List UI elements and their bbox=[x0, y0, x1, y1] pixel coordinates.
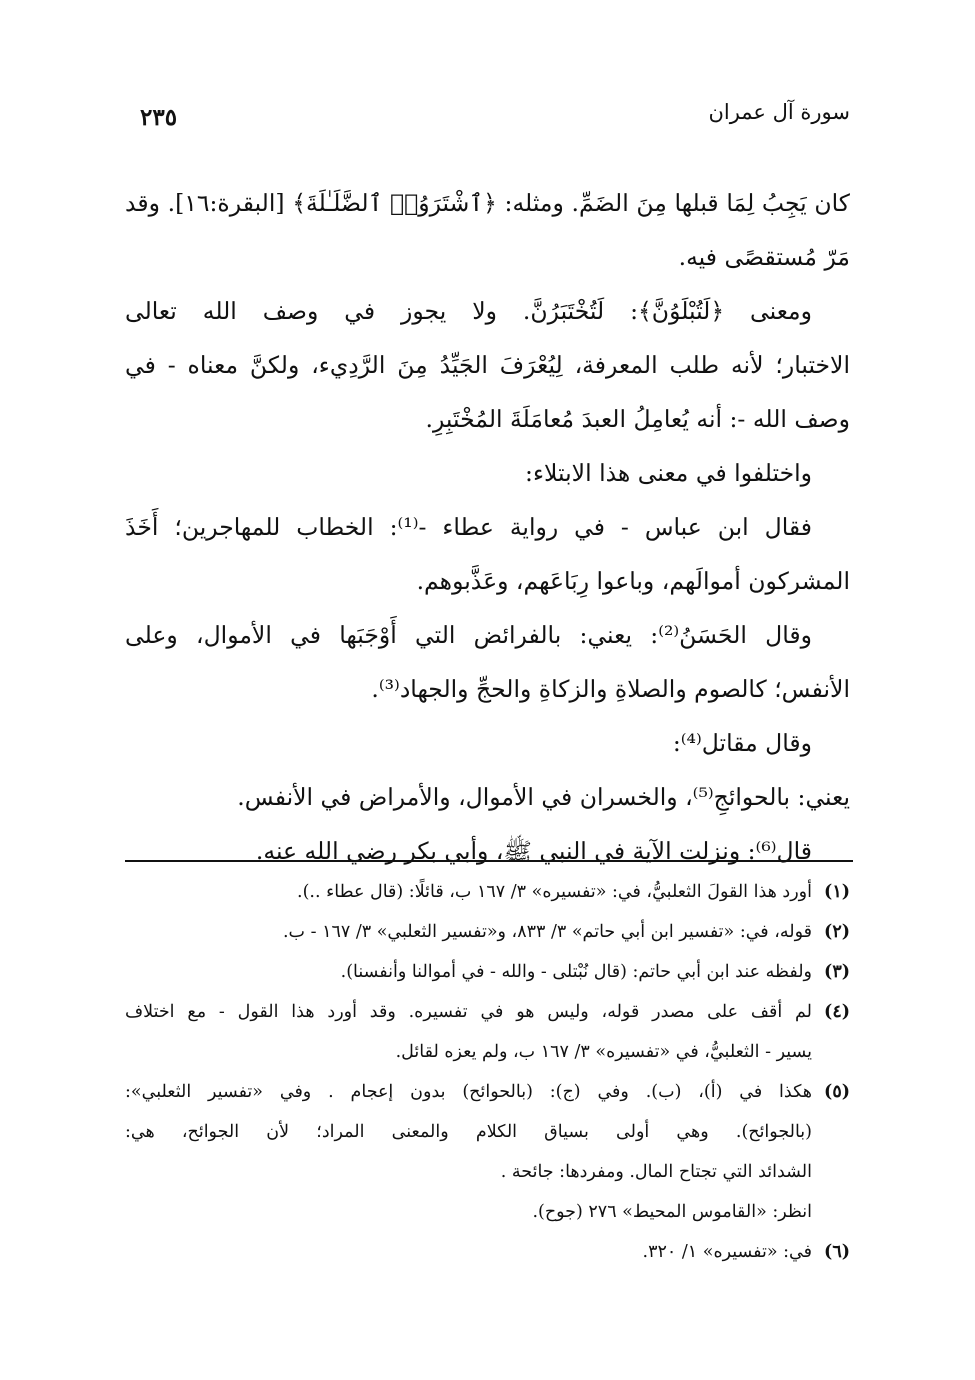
footnote-text: قوله، في: «تفسير ابن أبي حاتم» ٣/ ٨٣٣، و«تفسير الثعلبي» ٣/ ١٦٧ - ب. bbox=[282, 922, 812, 942]
footnote-text: لم أقف على مصدر قوله، وليس هو في تفسيره. وقد أورد هذا القول - مع اختلاف bbox=[125, 1002, 812, 1022]
text-line: وقال مقاتل⁽⁴⁾: bbox=[672, 729, 812, 757]
footnote-number: (٤) bbox=[824, 1002, 850, 1022]
text-line: مَرّ مُستقصًى فيه. bbox=[678, 243, 850, 271]
text-line: وصف الله -: أنه يُعامِلُ العبدَ مُعامَلَةَ المُخْتَبِرِ. bbox=[425, 405, 850, 433]
footnote-5-continued: (بالجوائح). وهي أولى بسياق الكلام والمعنى المراد؛ لأن الجوائح، هي: bbox=[125, 1122, 812, 1142]
text-line: الأنفس؛ كالصوم والصلاةِ والزكاةِ والحجِّ والجهاد⁽³⁾. bbox=[371, 675, 850, 703]
footnote-separator bbox=[125, 860, 853, 862]
footnote-number: (٣) bbox=[824, 962, 850, 982]
footnote-text: في: «تفسيره» ١/ ٣٢٠. bbox=[642, 1242, 812, 1262]
footnotes bbox=[125, 872, 850, 1272]
text-line: وقال الحَسَنُ⁽²⁾: يعني: بالفرائض التي أَوْجَبَها في الأموال، وعلى bbox=[125, 621, 812, 649]
footnote-3 bbox=[125, 952, 850, 992]
text-line: المشركون أموالَهم، وباعوا رِبَاعَهم، وعَذَّبوهم. bbox=[416, 567, 850, 595]
text-line: يعني: بالحوائجِ⁽⁵⁾، والخسران في الأموال، والأمراض في الأنفس. bbox=[237, 783, 850, 811]
text-line: فقال ابن عباس - في رواية عطاء -⁽¹⁾: الخطاب للمهاجرين؛ أَخَذَ bbox=[125, 513, 812, 541]
footnote-text: ولفظه عند ابن أبي حاتم: (قال نُبْتلى - والله - في أموالنا وأنفسنا). bbox=[340, 962, 812, 982]
footnote-text: هكذا في (أ)، (ب). وفي (ج): (بالحوائح) بدون إعجام . وفي «تفسير الثعلبي»: bbox=[125, 1082, 812, 1102]
footnote-text: أورد هذا القولَ الثعلبيُّ، في: «تفسيره» ٣/ ١٦٧ ب، قائلًا: (قال عطاء ..). bbox=[297, 882, 812, 902]
text-line: الاختبار؛ لأنه طلب المعرفة، لِيُعْرَفَ الجَيِّدُ مِنَ الرَّدِيء، ولكنَّ معناه - في bbox=[125, 351, 850, 379]
footnote-number: (٥) bbox=[824, 1082, 850, 1102]
footnote-number: (١) bbox=[824, 882, 850, 902]
footnote-5 bbox=[125, 1072, 850, 1112]
text-line: ومعنى ﴿لَتُبْلَوُنَّ﴾: لَتُخْتَبَرُنَّ. ولا يجوز في وصف الله تعالى bbox=[125, 297, 812, 325]
text-line: كان يَجِبُ لِمَا قبلها مِنَ الضَمِّ. ومثله: ﴿ٱشْتَرَوُا۟ ٱلضَّلَـٰلَةَ﴾ [البقرة:١٦]. وقد bbox=[125, 189, 850, 217]
footnote-5-continued: الشدائد التي تجتاح المال. ومفردها: جائحة . bbox=[500, 1162, 812, 1182]
footnote-number: (٢) bbox=[824, 922, 850, 942]
text-line: قال⁽⁶⁾: ونزلت الآية في النبي ﷺ، وأبي بكر رضي الله عنه. bbox=[255, 837, 812, 865]
running-title: سورة آل عمران bbox=[708, 100, 850, 124]
footnote-4-continued: يسير - الثعلبيُّ، في «تفسيره» ٣/ ١٦٧ ب، ولم يعزه لقائل. bbox=[395, 1042, 812, 1062]
text-line: واختلفوا في معنى هذا الابتلاء: bbox=[525, 459, 812, 487]
footnote-number: (٦) bbox=[824, 1242, 850, 1262]
page-number: ٢٣٥ bbox=[140, 104, 178, 131]
footnote-1 bbox=[125, 872, 850, 912]
page-header bbox=[140, 100, 850, 144]
footnote-5-continued: انظر: «القاموس المحيط» ٢٧٦ (جوح). bbox=[532, 1202, 812, 1222]
footnote-2 bbox=[125, 912, 850, 952]
main-text bbox=[125, 176, 850, 878]
footnote-6 bbox=[125, 1232, 850, 1272]
footnote-4 bbox=[125, 992, 850, 1032]
